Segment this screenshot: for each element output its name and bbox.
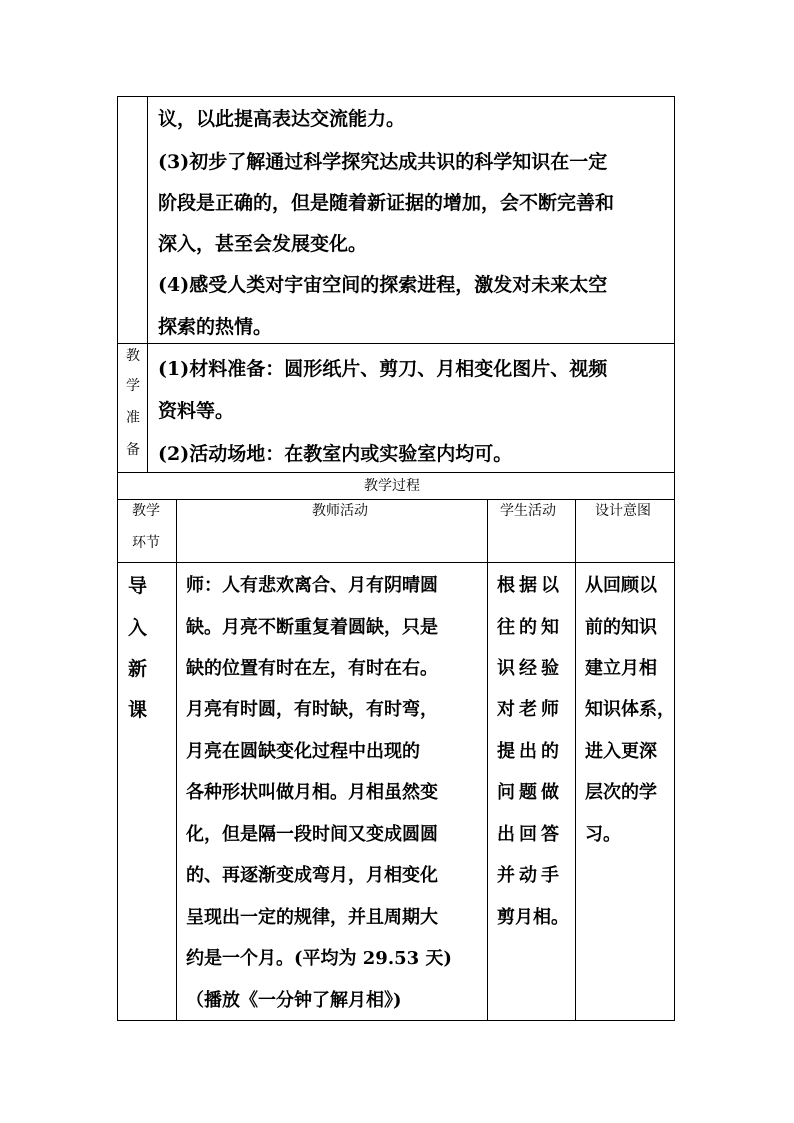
teacher-column-divider: [487, 499, 488, 1020]
design-line: 层次的学: [585, 782, 657, 803]
design-line: 前的知识: [585, 617, 657, 638]
objective-line: (3)初步了解通过科学探究达成共识的科学知识在一定: [158, 151, 608, 173]
design-line: 从回顾以: [585, 575, 657, 596]
objective-line: 阶段是正确的，但是随着新证据的增加，会不断完善和: [158, 192, 615, 214]
label-column-divider: [147, 97, 148, 472]
objective-line: (4)感受人类对宇宙空间的探索进程，激发对未来太空: [158, 274, 608, 296]
header-teacher: 教师活动: [312, 503, 368, 519]
design-line: 进入更深: [585, 741, 657, 762]
teacher-line: 各种形状叫做月相。月相虽然变: [186, 782, 438, 803]
student-line: 往的知: [497, 617, 563, 638]
header-stage-line1: 教学: [132, 503, 160, 519]
student-column-divider: [575, 499, 576, 1020]
objective-line: 深入，甚至会发展变化。: [158, 233, 368, 255]
stage-column-divider: [176, 499, 177, 1020]
prep-label-char: 准: [126, 410, 140, 426]
prep-line: (1)材料准备：圆形纸片、剪刀、月相变化图片、视频: [158, 358, 608, 380]
teacher-line: 呈现出一定的规律，并且周期大: [186, 907, 438, 928]
student-line: 出回答: [497, 824, 563, 845]
teacher-line: 月亮在圆缺变化过程中出现的: [186, 741, 420, 762]
design-line: 建立月相: [585, 658, 657, 679]
design-line: 习。: [585, 824, 621, 845]
header-student: 学生活动: [500, 503, 556, 519]
teacher-line: 的、再逐渐变成弯月，月相变化: [186, 865, 438, 886]
student-line: 剪月相。: [497, 907, 569, 928]
prep-label-char: 备: [126, 442, 140, 458]
prep-label-char: 教: [126, 348, 140, 364]
header-bottom-rule: [118, 562, 674, 563]
objective-line: 议，以此提高表达交流能力。: [158, 108, 406, 130]
student-line: 识经验: [497, 658, 563, 679]
header-design: 设计意图: [595, 503, 651, 519]
stage-char: 入: [128, 617, 148, 639]
design-line: 知识体系，: [585, 699, 675, 720]
teacher-line: （播放《一分钟了解月相》): [186, 990, 402, 1011]
student-line: 并动手: [497, 865, 563, 886]
student-line: 提出的: [497, 741, 563, 762]
header-stage-line2: 环节: [132, 535, 160, 551]
prep-line: (2)活动场地：在教室内或实验室内均可。: [158, 443, 513, 465]
lesson-plan-table: [117, 96, 675, 1021]
teacher-line: 月亮有时圆，有时缺，有时弯，: [186, 699, 438, 720]
prep-top-rule: [118, 343, 674, 344]
stage-char: 导: [128, 575, 148, 597]
teacher-line: 师：人有悲欢离合、月有阴晴圆: [186, 575, 438, 596]
prep-label-char: 学: [126, 378, 140, 394]
stage-char: 新: [128, 658, 148, 680]
prep-line: 资料等。: [158, 400, 235, 422]
process-title-rule: [118, 472, 674, 473]
student-line: 根据以: [497, 575, 563, 596]
student-line: 问题做: [497, 782, 563, 803]
student-line: 对老师: [497, 699, 563, 720]
process-title: 教学过程: [364, 478, 420, 494]
header-top-rule: [118, 499, 674, 500]
teacher-line: 化，但是隔一段时间又变成圆圆: [186, 824, 438, 845]
stage-char: 课: [128, 699, 148, 721]
teacher-line: 约是一个月。(平均为 29.53 天): [186, 948, 452, 969]
objective-line: 探索的热情。: [158, 316, 273, 338]
teacher-line: 缺。月亮不断重复着圆缺，只是: [186, 617, 438, 638]
teacher-line: 缺的位置有时在左，有时在右。: [186, 658, 438, 679]
